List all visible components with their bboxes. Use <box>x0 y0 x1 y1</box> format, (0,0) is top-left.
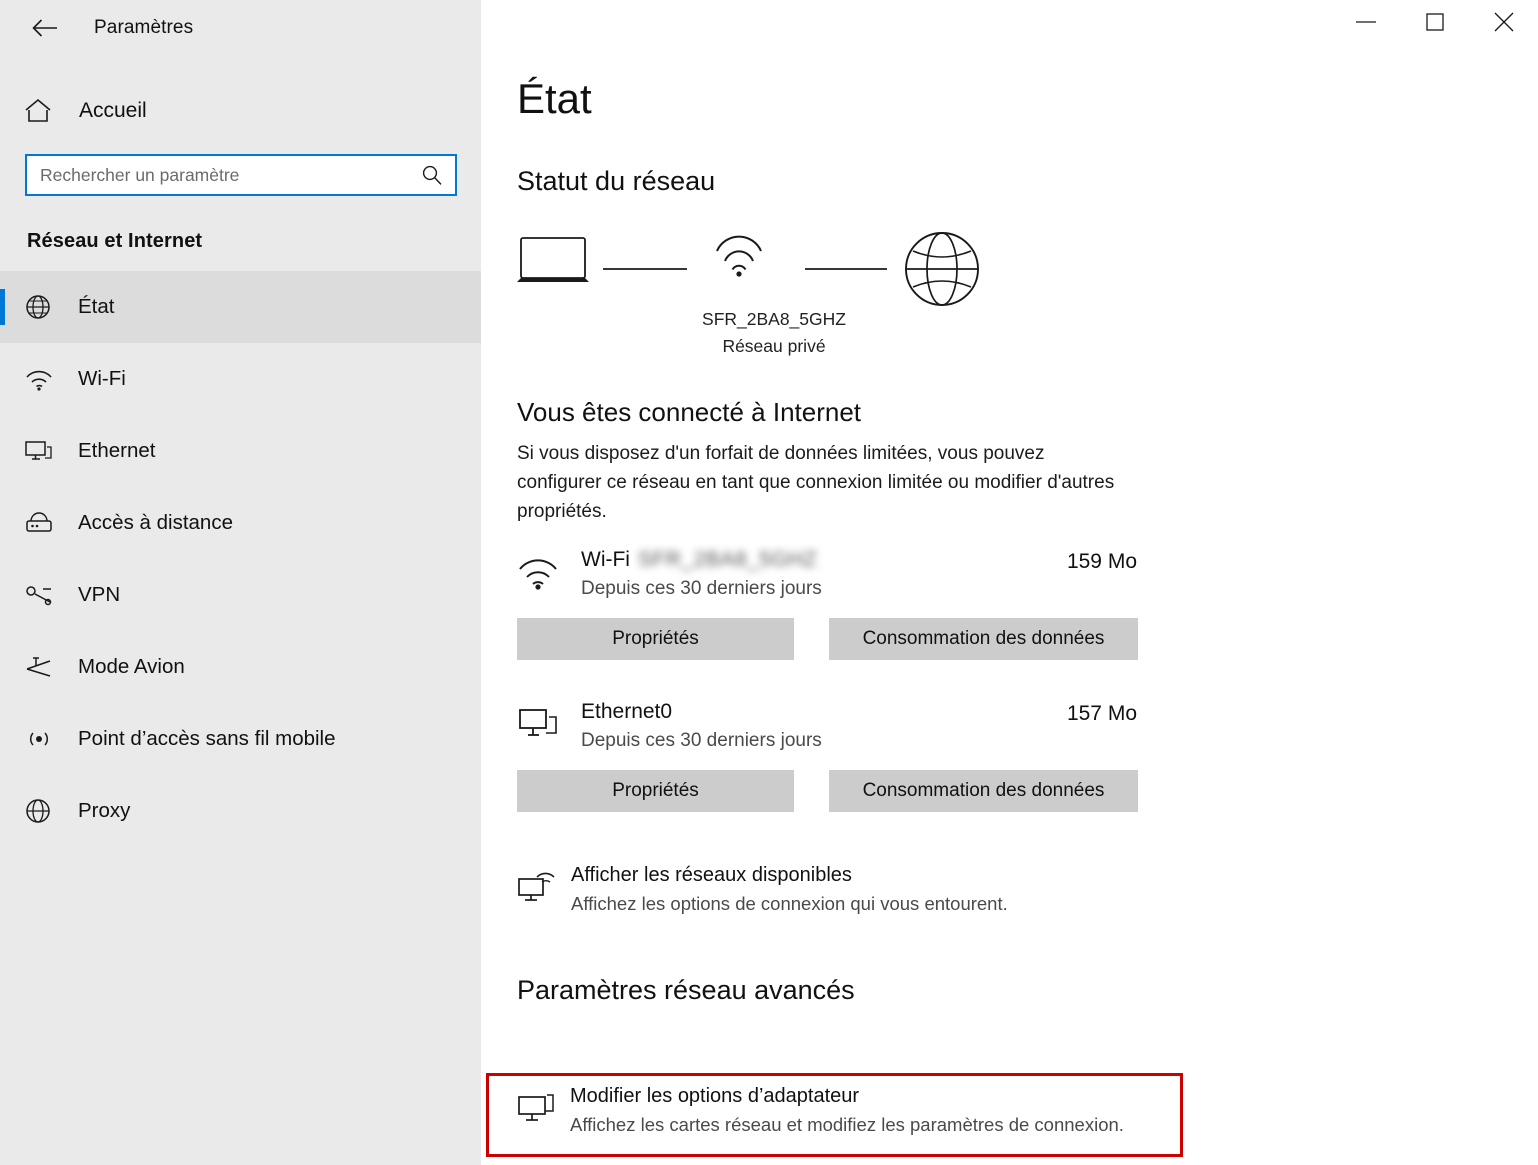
minimize-button[interactable] <box>1331 0 1400 48</box>
sidebar-item-mode-avion-label: Mode Avion <box>78 655 185 678</box>
adapter-wifi-period: Depuis ces 30 derniers jours <box>581 578 822 599</box>
adapter-wifi-usage: 159 Mo <box>1066 550 1137 573</box>
proxy-globe-icon <box>24 797 64 825</box>
maximize-icon <box>1426 13 1444 36</box>
wifi-icon <box>517 548 581 590</box>
sidebar-item-etat[interactable] <box>0 271 481 343</box>
app-title: Paramètres <box>94 17 194 38</box>
available-networks-icon <box>517 864 571 908</box>
window-controls <box>1331 0 1538 48</box>
sidebar-item-point-acces-mobile-label: Point d’accès sans fil mobile <box>78 727 336 750</box>
change-adapter-options-subtitle: Affichez les cartes réseau et modifiez les paramètres de connexion. <box>570 1114 1124 1135</box>
page-title: État <box>517 75 592 122</box>
wifi-data-usage-button[interactable]: Consommation des données <box>829 618 1138 660</box>
search-input[interactable] <box>27 156 455 194</box>
adapter-ethernet-period: Depuis ces 30 derniers jours <box>581 730 822 751</box>
network-status-heading: Statut du réseau <box>517 166 716 196</box>
sidebar-item-ethernet-label: Ethernet <box>78 439 156 462</box>
sidebar-item-home[interactable] <box>0 84 481 138</box>
dialup-icon <box>24 510 64 536</box>
network-diagram <box>517 221 987 356</box>
sidebar-item-home-label: Accueil <box>79 99 147 122</box>
connected-heading: Vous êtes connecté à Internet <box>517 397 862 427</box>
adapter-wifi-name: Wi-Fi <box>581 548 630 571</box>
network-diagram-graphic <box>517 221 987 311</box>
connected-description: Si vous disposez d'un forfait de données limitées, vous pouvez configurer ce réseau en tant que connexion limitée ou modifier d'autres propriétés. <box>517 443 1115 522</box>
search-box[interactable] <box>25 154 457 196</box>
wifi-icon <box>24 366 64 392</box>
main-content <box>481 0 1538 1165</box>
show-available-networks-subtitle: Affichez les options de connexion qui vous entourent. <box>571 893 1008 914</box>
ethernet-data-usage-button[interactable]: Consommation des données <box>829 770 1138 812</box>
ethernet-icon <box>517 700 581 742</box>
sidebar-nav <box>0 271 481 847</box>
sidebar-item-proxy-label: Proxy <box>78 799 131 822</box>
home-icon <box>24 98 64 124</box>
search-icon[interactable] <box>421 164 443 186</box>
wifi-properties-button[interactable]: Propriétés <box>517 618 794 660</box>
adapter-ethernet <box>517 700 1137 812</box>
change-adapter-options-title: Modifier les options d’adaptateur <box>570 1085 860 1107</box>
airplane-icon <box>24 654 64 680</box>
vpn-icon <box>24 582 64 608</box>
sidebar-item-point-acces-mobile[interactable] <box>0 703 481 775</box>
sidebar-item-wifi[interactable] <box>0 343 481 415</box>
status-globe-icon <box>24 293 64 321</box>
adapter-wifi <box>517 548 1137 660</box>
sidebar-item-proxy[interactable] <box>0 775 481 847</box>
sidebar-item-acces-a-distance[interactable] <box>0 487 481 559</box>
sidebar-item-mode-avion[interactable] <box>0 631 481 703</box>
sidebar-item-ethernet[interactable] <box>0 415 481 487</box>
back-button[interactable] <box>22 7 68 49</box>
sidebar-header <box>0 0 481 56</box>
adapter-options-icon <box>516 1085 570 1130</box>
sidebar <box>0 0 481 1165</box>
change-adapter-options-link[interactable] <box>516 1085 1124 1136</box>
maximize-button[interactable] <box>1400 0 1469 48</box>
sidebar-item-acces-a-distance-label: Accès à distance <box>78 511 233 534</box>
sidebar-item-wifi-label: Wi-Fi <box>78 367 126 390</box>
back-arrow-icon <box>32 19 58 37</box>
ethernet-properties-button[interactable]: Propriétés <box>517 770 794 812</box>
adapter-ethernet-usage: 157 Mo <box>1066 702 1137 725</box>
show-available-networks-title: Afficher les réseaux disponibles <box>571 864 852 886</box>
adapter-ethernet-name: Ethernet0 <box>581 700 673 723</box>
ethernet-icon <box>24 438 64 464</box>
sidebar-category-title: Réseau et Internet <box>27 230 203 252</box>
network-name: SFR_2BA8_5GHZ <box>702 309 846 329</box>
network-type: Réseau privé <box>722 336 826 356</box>
sidebar-item-vpn-label: VPN <box>78 583 121 606</box>
minimize-icon <box>1355 15 1377 33</box>
adapter-wifi-ssid-blurred: SFR_2BA8_5GHZ <box>637 548 818 571</box>
sidebar-item-etat-label: État <box>78 295 115 318</box>
sidebar-item-vpn[interactable] <box>0 559 481 631</box>
close-icon <box>1494 12 1514 37</box>
advanced-settings-heading: Paramètres réseau avancés <box>517 975 855 1005</box>
hotspot-icon <box>24 726 64 752</box>
close-button[interactable] <box>1469 0 1538 48</box>
show-available-networks-link[interactable] <box>517 864 1157 915</box>
